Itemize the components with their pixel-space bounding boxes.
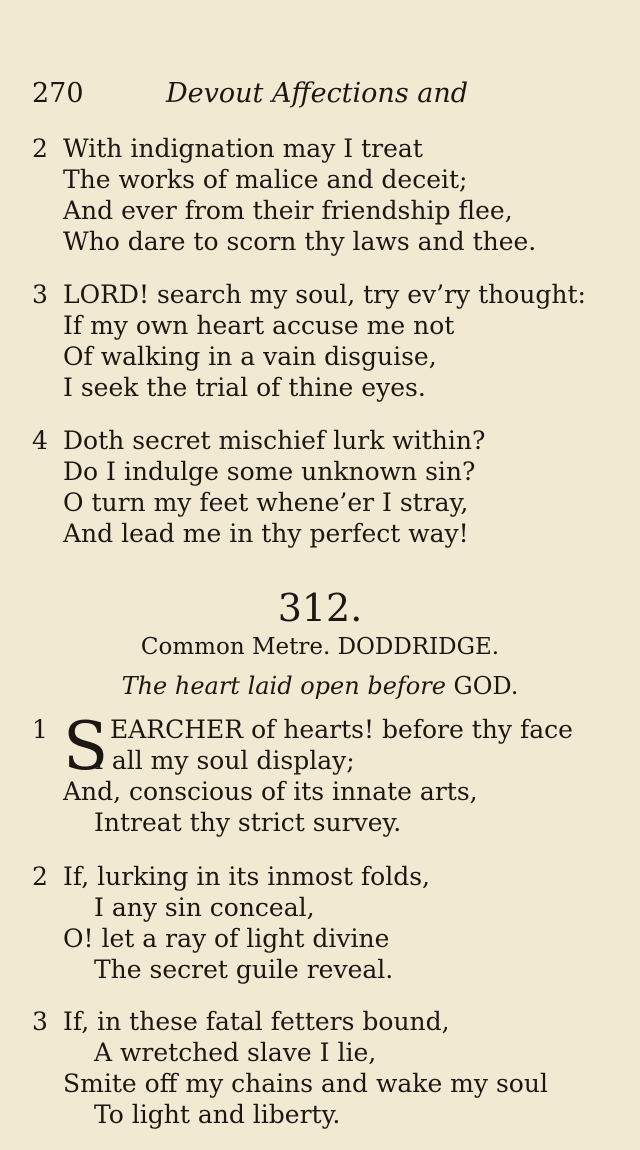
stanza-line — [0, 226, 640, 257]
stanza — [0, 861, 640, 985]
verse-line: Do I indulge some unknown sin? — [63, 457, 476, 486]
stanza-line — [0, 1099, 640, 1130]
metre-line — [0, 634, 640, 660]
verse-number: 4 — [32, 426, 48, 455]
stanza-line — [0, 923, 640, 954]
stanza-line — [0, 310, 640, 341]
hymn-subject — [0, 672, 640, 700]
page-header — [32, 78, 612, 114]
verse-line: To light and liberty. — [94, 1100, 341, 1129]
verse-number: 1 — [32, 715, 48, 744]
stanza-line — [0, 518, 640, 549]
verse-line: Smite off my chains and wake my soul — [63, 1069, 548, 1098]
verse-line: I any sin conceal, — [94, 893, 315, 922]
verse-number: 3 — [32, 280, 48, 309]
verse-line: O turn my feet whene’er I stray, — [63, 488, 469, 517]
page-number: 270 — [32, 78, 84, 109]
stanza — [0, 708, 640, 838]
verse-line: I seek the trial of thine eyes. — [63, 373, 426, 402]
hymn-number: 312. — [277, 586, 363, 630]
stanza-line — [0, 341, 640, 372]
verse-line: Doth secret mischief lurk within? — [63, 426, 486, 455]
hymn-author: DODDRIDGE. — [337, 634, 500, 660]
stanza-line — [0, 954, 640, 985]
stanza — [0, 133, 640, 257]
verse-line: If, lurking in its inmost folds, — [63, 862, 430, 891]
hymn-metre: Common Metre. — [140, 634, 331, 660]
verse-line: O! let a ray of light divine — [63, 924, 390, 953]
stanza-line — [0, 1037, 640, 1068]
stanza-line — [0, 776, 640, 807]
verse-line: The works of malice and deceit; — [63, 165, 468, 194]
verse-line: If, in these fatal fetters bound, — [63, 1007, 450, 1036]
stanza-line — [0, 1006, 640, 1037]
stanza — [0, 279, 640, 403]
stanza-line — [0, 133, 640, 164]
stanza-line — [0, 279, 640, 310]
stanza-line — [0, 861, 640, 892]
verse-line: If my own heart accuse me not — [63, 311, 455, 340]
verse-line: A wretched slave I lie, — [94, 1038, 377, 1067]
hymn-subject-end: GOD. — [453, 672, 519, 700]
stanza — [0, 1006, 640, 1130]
stanza-line — [0, 195, 640, 226]
stanza-line — [0, 745, 640, 776]
verse-number: 2 — [32, 862, 48, 891]
hymn-subject-text: The heart laid open before — [121, 672, 446, 700]
verse-line: The secret guile reveal. — [94, 955, 394, 984]
verse-number: 3 — [32, 1007, 48, 1036]
verse-line: Intreat thy strict survey. — [94, 808, 402, 837]
verse-line: And, conscious of its innate arts, — [63, 777, 478, 806]
verse-line: And ever from their friendship flee, — [63, 196, 513, 225]
stanza-line — [0, 714, 640, 745]
stanza-line — [0, 164, 640, 195]
stanza-line — [0, 487, 640, 518]
stanza — [0, 425, 640, 549]
verse-line: With indignation may I treat — [63, 134, 423, 163]
stanza-line — [0, 892, 640, 923]
verse-line: And lead me in thy perfect way! — [63, 519, 469, 548]
stanza-line — [0, 372, 640, 403]
verse-line: EARCHER of hearts! before thy face — [110, 715, 573, 744]
stanza-line — [0, 807, 640, 838]
running-title: Devout Affections and — [166, 78, 469, 109]
verse-line: Of walking in a vain disguise, — [63, 342, 437, 371]
verse-line: I all my soul display; — [94, 746, 355, 775]
verse-line: LORD! search my soul, try ev’ry thought: — [63, 280, 586, 309]
verse-number: 2 — [32, 134, 48, 163]
stanza-line — [0, 456, 640, 487]
stanza-line — [0, 1068, 640, 1099]
drop-cap: S — [63, 708, 109, 785]
stanza-line — [0, 425, 640, 456]
verse-line: Who dare to scorn thy laws and thee. — [63, 227, 537, 256]
